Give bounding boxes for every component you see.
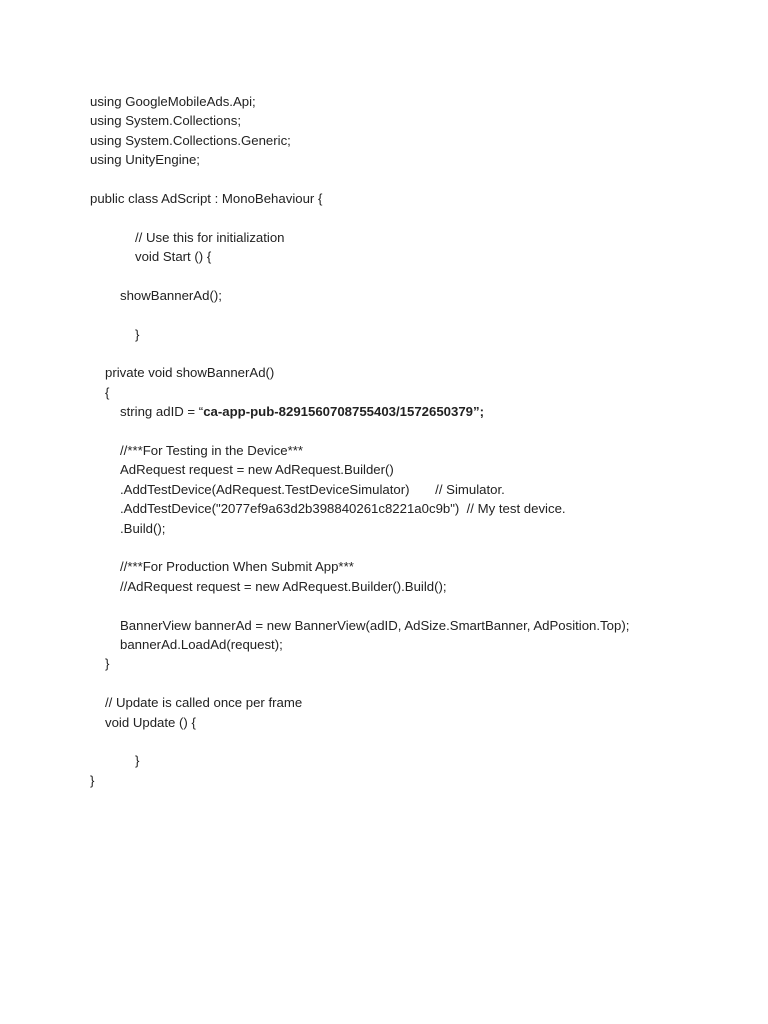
code-line: // Use this for initialization [135, 229, 285, 245]
code-line: using GoogleMobileAds.Api; [90, 94, 256, 109]
blank-line [90, 538, 750, 557]
code-line: //AdRequest request = new AdRequest.Builder().Build(); [120, 578, 447, 594]
code-line: //***For Production When Submit App*** [120, 559, 354, 575]
code-line: using System.Collections.Generic; [90, 132, 291, 148]
code-line: BannerView bannerAd = new BannerView(adID, AdSize.SmartBanner, AdPosition.Top); [120, 617, 630, 633]
code-line: } [135, 753, 140, 769]
code-line: { [105, 384, 110, 400]
code-line: } [105, 656, 110, 672]
code-line: .Build(); [120, 520, 166, 536]
code-line: using System.Collections; [90, 113, 241, 129]
code-line [90, 402, 750, 421]
code-line: } [135, 326, 140, 342]
blank-line [90, 596, 750, 615]
blank-line [90, 208, 750, 227]
code-line: //***For Testing in the Device*** [120, 443, 304, 459]
blank-line [90, 344, 750, 363]
blank-line [90, 305, 750, 324]
code-line: .AddTestDevice(AdRequest.TestDeviceSimulator) // Simulator. [120, 481, 505, 497]
code-line: using UnityEngine; [90, 152, 200, 168]
code-line: void Update () { [105, 714, 196, 730]
blank-line [90, 170, 750, 189]
ad-id-value: ca-app-pub-8291560708755403/1572650379”; [203, 404, 484, 420]
code-line: public class AdScript : MonoBehaviour { [90, 190, 323, 206]
code-text: string adID = “ [120, 404, 204, 420]
blank-line [90, 674, 750, 693]
code-line: } [90, 772, 95, 788]
code-line: AdRequest request = new AdRequest.Builder() [120, 462, 394, 478]
code-line: void Start () { [135, 249, 212, 265]
code-line: // Update is called once per frame [105, 695, 303, 711]
blank-line [90, 422, 750, 441]
blank-line [90, 732, 750, 751]
code-line: .AddTestDevice("2077ef9a63d2b398840261c8221a0c9b") // My test device. [120, 501, 566, 517]
code-line: private void showBannerAd() [105, 365, 275, 381]
code-listing [90, 92, 750, 790]
code-line: bannerAd.LoadAd(request); [120, 636, 283, 652]
blank-line [90, 267, 750, 286]
code-line: showBannerAd(); [120, 287, 222, 303]
